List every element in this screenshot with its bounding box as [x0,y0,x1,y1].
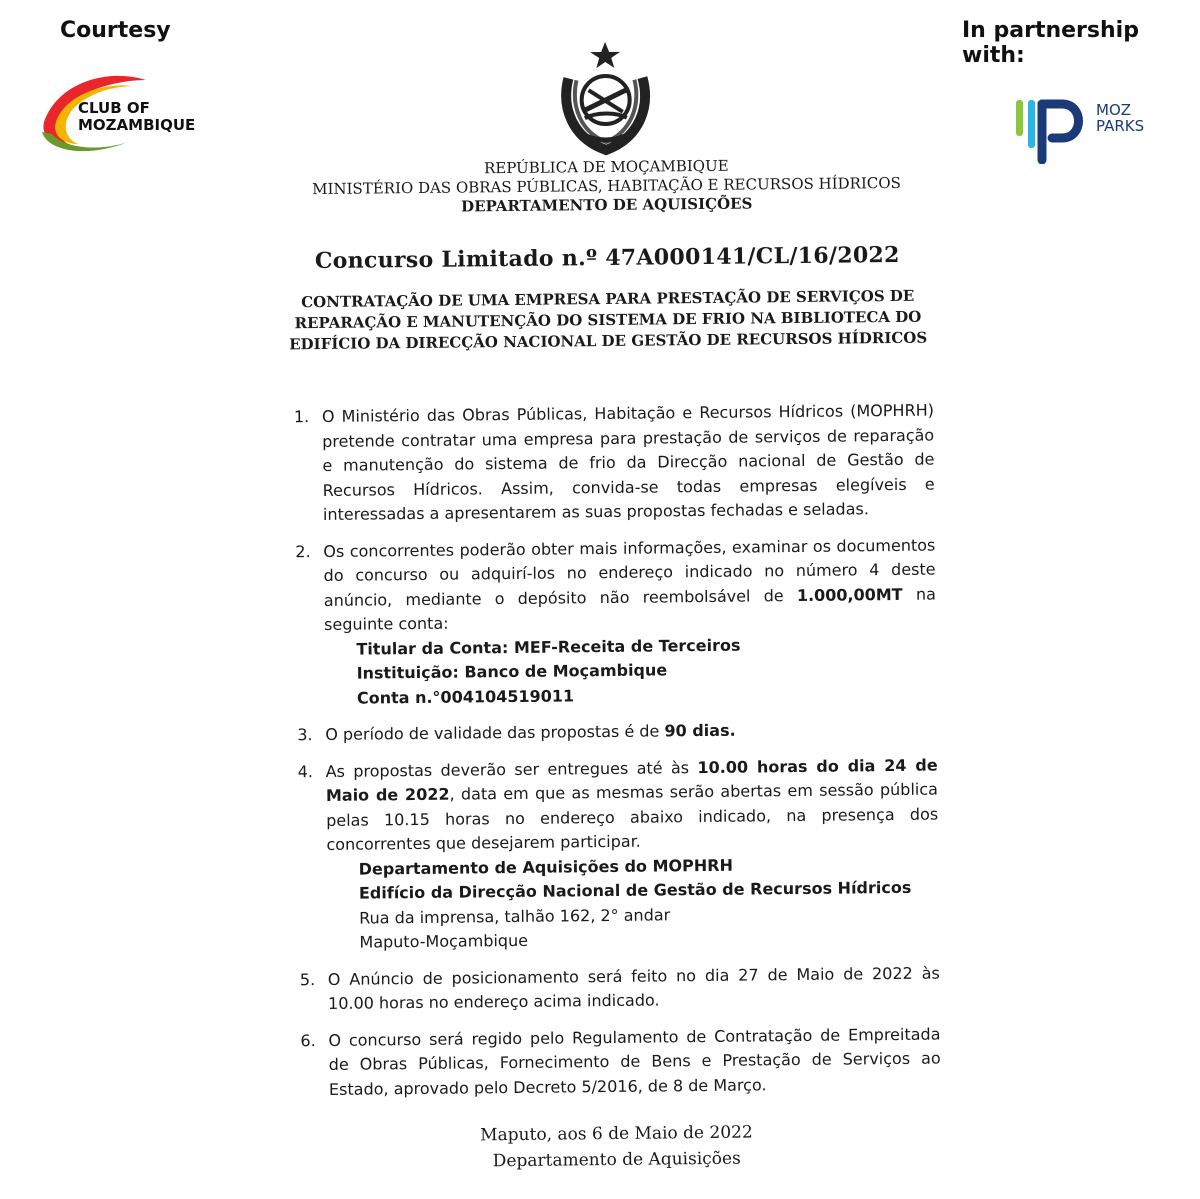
tender-subject: CONTRATAÇÃO DE UMA EMPRESA PARA PRESTAÇÃO DE SERVIÇOS DE REPARAÇÃO E MANUTENÇÃO DO SISTEMA DE FRIO NA BIBLIOTECA DO EDIFÍCIO DA DIRECÇÃO NACIONAL DE GESTÃO DE RECURSOS HÍDRICOS [289,286,928,354]
moz-logo-line2: PARKS [1096,117,1145,135]
tender-notice [280,35,942,1177]
department-line: DEPARTAMENTO DE AQUISIÇÕES [461,194,753,216]
deposit-amount: 1.000,00MT [796,584,903,605]
validity-days: 90 dias. [664,720,736,741]
list-item [290,1022,941,1102]
address-line-1: Departamento de Aquisições do MOPHRH [358,855,733,879]
item-number: 6. [300,1030,316,1050]
club-logo-line2: MOZAMBIQUE [78,116,196,134]
republic-line: REPÚBLICA DE MOÇAMBIQUE [483,156,729,178]
list-item [287,717,937,748]
moz-logo-line1: MOZ [1096,101,1132,119]
item-text-after: , data em que as mesmas serão abertas em sessão pública pelas 10.15 horas no endereço abaixo indicado, na presença dos concorrentes que desejarem participar. [326,779,939,854]
item-text: O período de validade das propostas é de [325,721,660,744]
account-number: Conta n.°004104519011 [356,685,575,708]
national-emblem-icon [540,37,671,158]
place-date: Maputo, aos 6 de Maio de 2022 [480,1122,753,1146]
courtesy-label: Courtesy [60,18,171,43]
item-number: 1. [293,407,310,427]
item-number: 3. [297,725,313,745]
partnership-label: In partnership with: [962,18,1139,68]
item-text: Os concorrentes poderão obter mais informações, examinar os documentos do concurso ou adquirí-los no endereço indicado no número 4 deste anúncio, mediante o depósito não reembolsável de [323,535,936,610]
ministry-line: MINISTÉRIO DAS OBRAS PÚBLICAS, HABITAÇÃO E RECURSOS HÍDRICOS [312,173,902,199]
notice-items [284,399,941,1103]
address-line-4: Maputo-Moçambique [359,930,529,952]
signing-department: Departamento de Aquisições [492,1148,741,1172]
item-number: 2. [295,541,311,561]
submission-deadline: 10.00 horas do dia 24 de Maio de 2022 [325,755,938,805]
item-text: O concurso será regido pelo Regulamento de Contratação de Empreitada de Obras Públicas, Fornecimento de Bens e Prestação de Serviços ao Estado, aprovado pelo Decreto 5/2016, de 8 de Março. [328,1024,941,1099]
list-item [290,961,940,1017]
item-number: 4. [297,761,314,781]
moz-parks-logo [1012,98,1162,164]
tender-title: Concurso Limitado n.º 47A000141/CL/16/2022 [314,241,900,275]
list-item [288,753,940,956]
bank-institution: Instituição: Banco de Moçambique [356,660,668,683]
club-of-mozambique-logo [38,72,218,156]
list-item [284,399,935,528]
account-holder: Titular da Conta: MEF-Receita de Terceiros [356,635,741,659]
list-item [285,533,937,711]
address-line-2: Edifício da Direcção Nacional de Gestão de Recursos Hídricos [358,877,912,903]
moz-parks-mark-icon [1012,98,1096,164]
item-text: O Ministério das Obras Públicas, Habitação e Recursos Hídricos (MOPHRH) pretende contratar uma empresa para prestação de serviços de reparação e manutenção do sistema de frio da Direcção nacional de Gestão de Recursos Hídricos. Assim, convida-se todas empresas elegíveis e interessadas a apresentarem as suas propostas fechadas e seladas. [321,400,935,524]
item-text-after: na seguinte conta: [324,584,936,634]
document-header [281,155,932,219]
signature-block [291,1118,942,1177]
item-text: As propostas deverão ser entregues até às [325,757,690,781]
item-number: 5. [299,969,316,989]
address-line-3: Rua da imprensa, talhão 162, 2° andar [359,904,671,928]
item-text: O Anúncio de posicionamento será feito no dia 27 de Maio de 2022 às 10.00 horas no endereço acima indicado. [327,963,940,1013]
club-logo-line1: CLUB OF [78,99,150,117]
